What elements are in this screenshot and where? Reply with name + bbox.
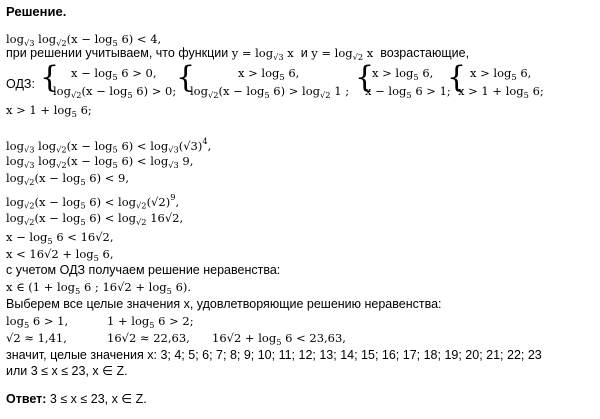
odz-result: $x > 1 + \log_5 6$; [6,103,92,119]
system3-line2: $x - \log_5 6 > 1$; [365,84,451,100]
step-7: $x < 16√2 + \log_5 6$, [6,247,114,263]
solution-interval: x ∈ ($1 + \log_5 6$ ; $16√2 + \log_5 6$). [6,280,192,296]
step-1: $\log_{√3} \log_{√2}(x - \log_5 6) < \log_{√3}(√3)^4$, [6,136,212,155]
odz-label: ОДЗ: [6,77,35,91]
system-brace: { [40,60,60,95]
system2-line2: $\log_{√2}(x - \log_5 6) > \log_{√2} 1$ ; [190,84,350,100]
system1-line2: $\log_{√2}(x - \log_5 6) > 0$; [53,84,177,100]
system4-line2: $x > 1 + \log_5 6$; [458,84,544,100]
estimate-lower: $1 + \log_5 6 > 2$; [107,314,194,330]
inequality-line: $\log_{√3} \log_{√2}(x - \log_5 6) < 4$, [6,32,162,48]
answer-label: Ответ: [6,392,47,406]
system-brace: { [176,60,196,95]
estimate-16sqrt2: 16√2 ≈ 22,63, [107,331,190,345]
system3-line1: $x > \log_5 6$, [372,66,434,82]
step-2: $\log_{√3} \log_{√2}(x - \log_5 6) < \log_{√3} 9$, [6,154,194,170]
integers-range: или 3 ≤ x ≤ 23, x ∈ Z. [6,364,128,378]
answer [6,393,147,407]
monotonic-note: при решении учитываем, что функции $y = \log_{√3} x$ и $y = \log_{√2} x$ возрастающие, [6,46,470,62]
system-brace: { [355,60,375,95]
estimate-sqrt2: √2 ≈ 1,41, [6,331,67,345]
answer-value: 3 ≤ x ≤ 23, x ∈ Z. [49,392,147,406]
step-5: $\log_{√2}(x - \log_5 6) < \log_{√2} 16√2$, [6,211,184,227]
estimate-log: $\log_5 6 > 1$, [6,314,69,330]
integers-list: значит, целые значения x: 3; 4; 5; 6; 7; 8; 9; 10; 11; 12; 13; 14; 15; 16; 17; 18; 19; 20; 21; 22; 23 [6,348,542,362]
step-4: $\log_{√2}(x - \log_5 6) < \log_{√2}(√2)^9$, [6,192,180,211]
step-3: $\log_{√2}(x - \log_5 6) < 9$, [6,171,130,187]
system1-line1: $x - \log_5 6 > 0$, [60,66,157,82]
system4-line1: $x > \log_5 6$, [470,66,532,82]
system-brace: { [447,60,467,95]
solution-title: Решение. [6,4,67,19]
choose-integers-text: Выберем все целые значения x, удовлетворяющие решению неравенства: [6,297,442,311]
estimate-upper: $16√2 + \log_5 6 < 23,63$, [212,331,346,347]
system2-line1: $x > \log_5 6$, [238,66,300,82]
odz-note: с учетом ОДЗ получаем решение неравенства: [6,263,281,277]
step-6: $x - \log_5 6 < 16√2$, [6,230,114,246]
